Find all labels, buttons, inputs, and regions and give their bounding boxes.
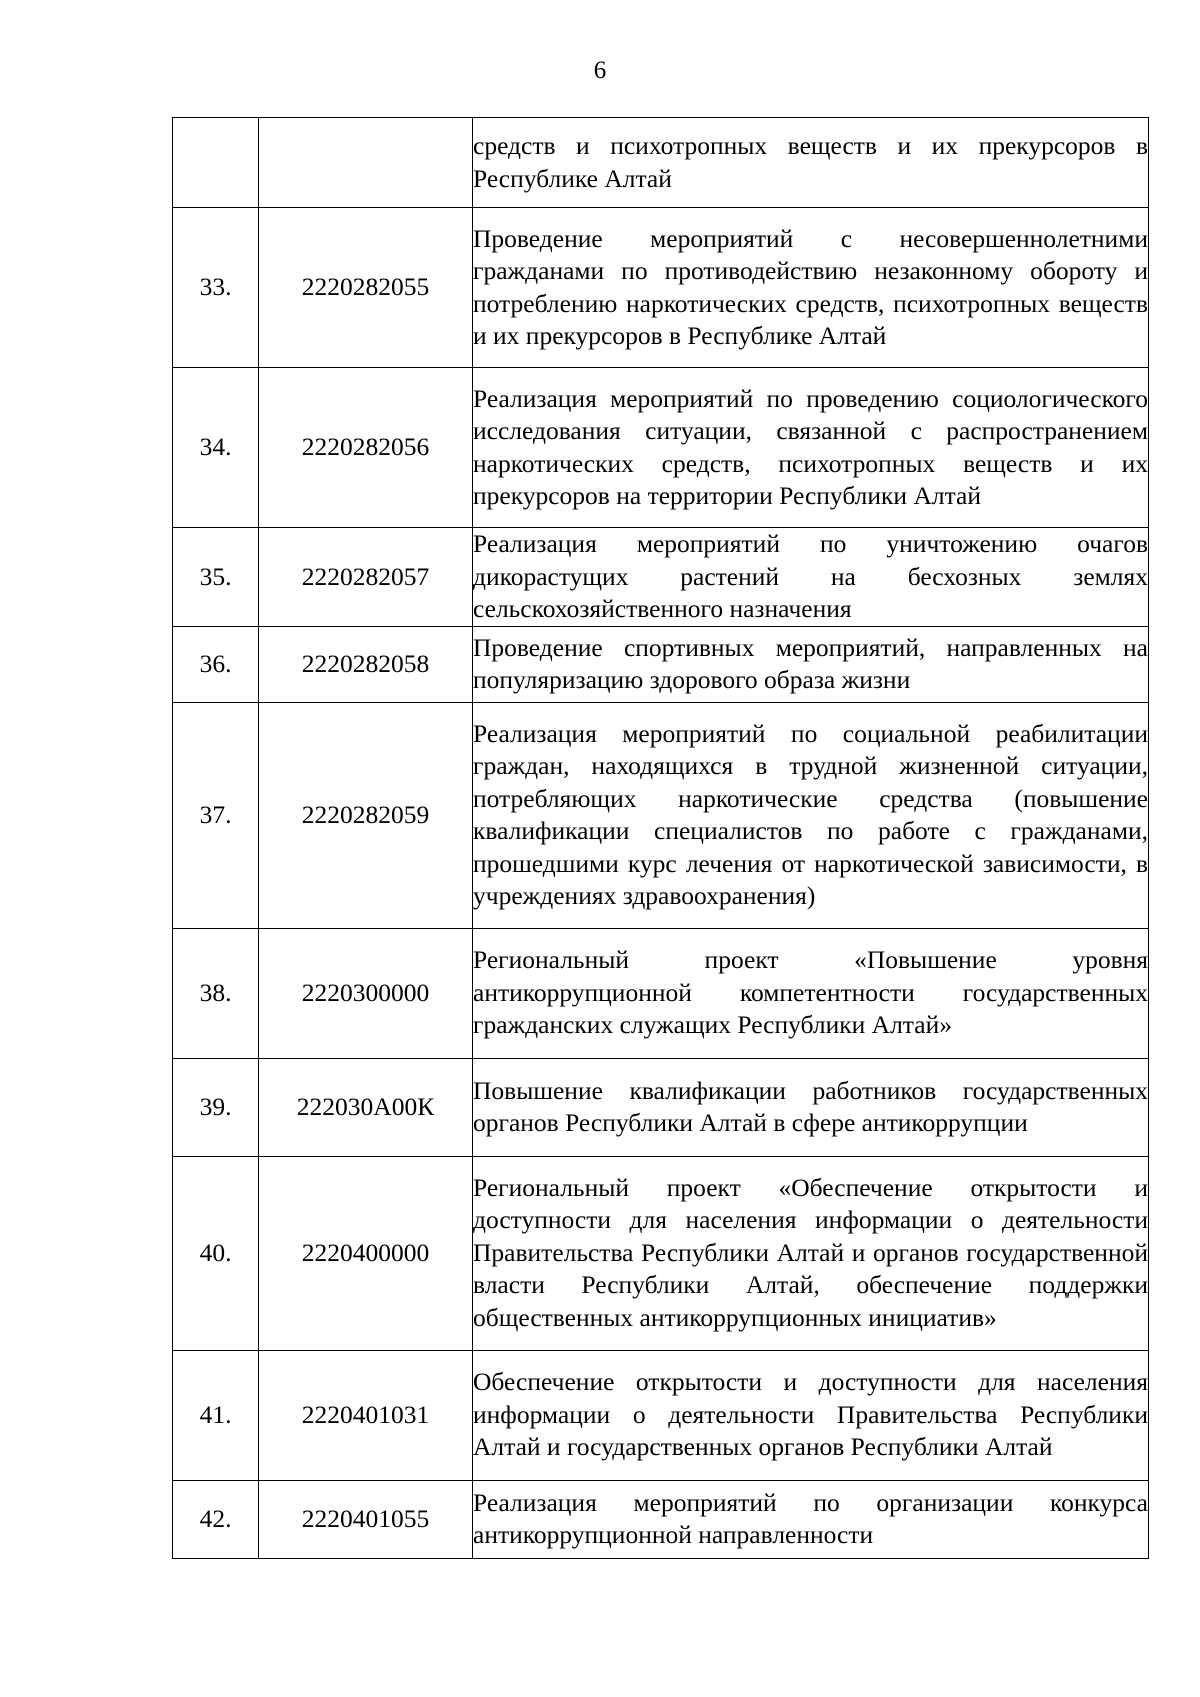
table-row [173, 118, 1149, 208]
row-code: 2220282057 [259, 528, 473, 627]
row-name [473, 626, 1149, 702]
table-row [173, 928, 1149, 1058]
row-name [473, 118, 1149, 208]
row-number: 33. [173, 208, 259, 368]
row-name [473, 1058, 1149, 1156]
row-number [173, 118, 259, 208]
row-number: 39. [173, 1058, 259, 1156]
row-code [259, 118, 473, 208]
row-name-text: Проведение спортивных мероприятий, направленных на популяризацию здорового образа жизни [473, 632, 1148, 694]
row-number: 35. [173, 528, 259, 627]
row-code: 2220400000 [259, 1156, 473, 1350]
row-name-text: Реализация мероприятий по социальной реабилитации граждан, находящихся в трудной жизненной ситуации, потребляющих наркотические средства (повышение квалификации специалистов по работе с гражданами, прошедшими курс лечения от наркотической зависимости, в учреждениях здравоохранения) [473, 718, 1148, 910]
table-row [173, 1480, 1149, 1558]
row-code: 2220401031 [259, 1350, 473, 1480]
row-name [473, 702, 1149, 928]
row-code: 2220282059 [259, 702, 473, 928]
table-row [173, 702, 1149, 928]
table-row [173, 1156, 1149, 1350]
row-name [473, 528, 1149, 627]
row-number: 37. [173, 702, 259, 928]
row-code: 2220282055 [259, 208, 473, 368]
table-row [173, 1350, 1149, 1480]
row-name-text: Повышение квалификации работников государственных органов Республики Алтай в сфере антикоррупции [473, 1075, 1148, 1137]
row-name [473, 1156, 1149, 1350]
row-name-text: Региональный проект «Обеспечение открытости и доступности для населения информации о деятельности Правительства Республики Алтай и органов государственной власти Республики Алтай, обеспечение поддержки общественных антикоррупционных инициатив» [473, 1172, 1148, 1332]
row-name-text: Региональный проект «Повышение уровня антикоррупционной компетентности государственных гражданских служащих Республики Алтай» [473, 945, 1148, 1040]
table-row [173, 528, 1149, 627]
row-code: 2220282056 [259, 368, 473, 528]
table-row [173, 1058, 1149, 1156]
row-name-text: Обеспечение открытости и доступности для населения информации о деятельности Правительства Республики Алтай и государственных органов Республики Алтай [473, 1367, 1148, 1462]
row-name-text: Проведение мероприятий с несовершеннолетними гражданами по противодействию незаконному обороту и потреблению наркотических средств, психотропных веществ и их прекурсоров в Республике Алтай [473, 223, 1148, 350]
row-name-text: Реализация мероприятий по организации конкурса антикоррупционной направленности [473, 1487, 1148, 1549]
row-number: 41. [173, 1350, 259, 1480]
row-number: 38. [173, 928, 259, 1058]
row-number: 36. [173, 626, 259, 702]
row-name [473, 1350, 1149, 1480]
row-name [473, 1480, 1149, 1558]
table-row [173, 626, 1149, 702]
row-name-text: средств и психотропных веществ и их прекурсоров в Республике Алтай [473, 131, 1148, 193]
row-code: 2220282058 [259, 626, 473, 702]
row-code: 2220300000 [259, 928, 473, 1058]
row-name-text: Реализация мероприятий по проведению социологического исследования ситуации, связанной с распространением наркотических средств, психотропных веществ и их прекурсоров на территории Республики Алтай [473, 383, 1148, 510]
page-number: 6 [593, 57, 607, 84]
row-number: 34. [173, 368, 259, 528]
row-code: 2220401055 [259, 1480, 473, 1558]
budget-codes-table [172, 117, 1149, 1559]
row-name-text: Реализация мероприятий по уничтожению очагов дикорастущих растений на бесхозных землях сельскохозяйственного назначения [473, 529, 1148, 623]
table-row [173, 368, 1149, 528]
row-number: 40. [173, 1156, 259, 1350]
row-name [473, 208, 1149, 368]
row-number: 42. [173, 1480, 259, 1558]
table-row [173, 208, 1149, 368]
row-code: 222030А00К [259, 1058, 473, 1156]
row-name [473, 928, 1149, 1058]
row-name [473, 368, 1149, 528]
